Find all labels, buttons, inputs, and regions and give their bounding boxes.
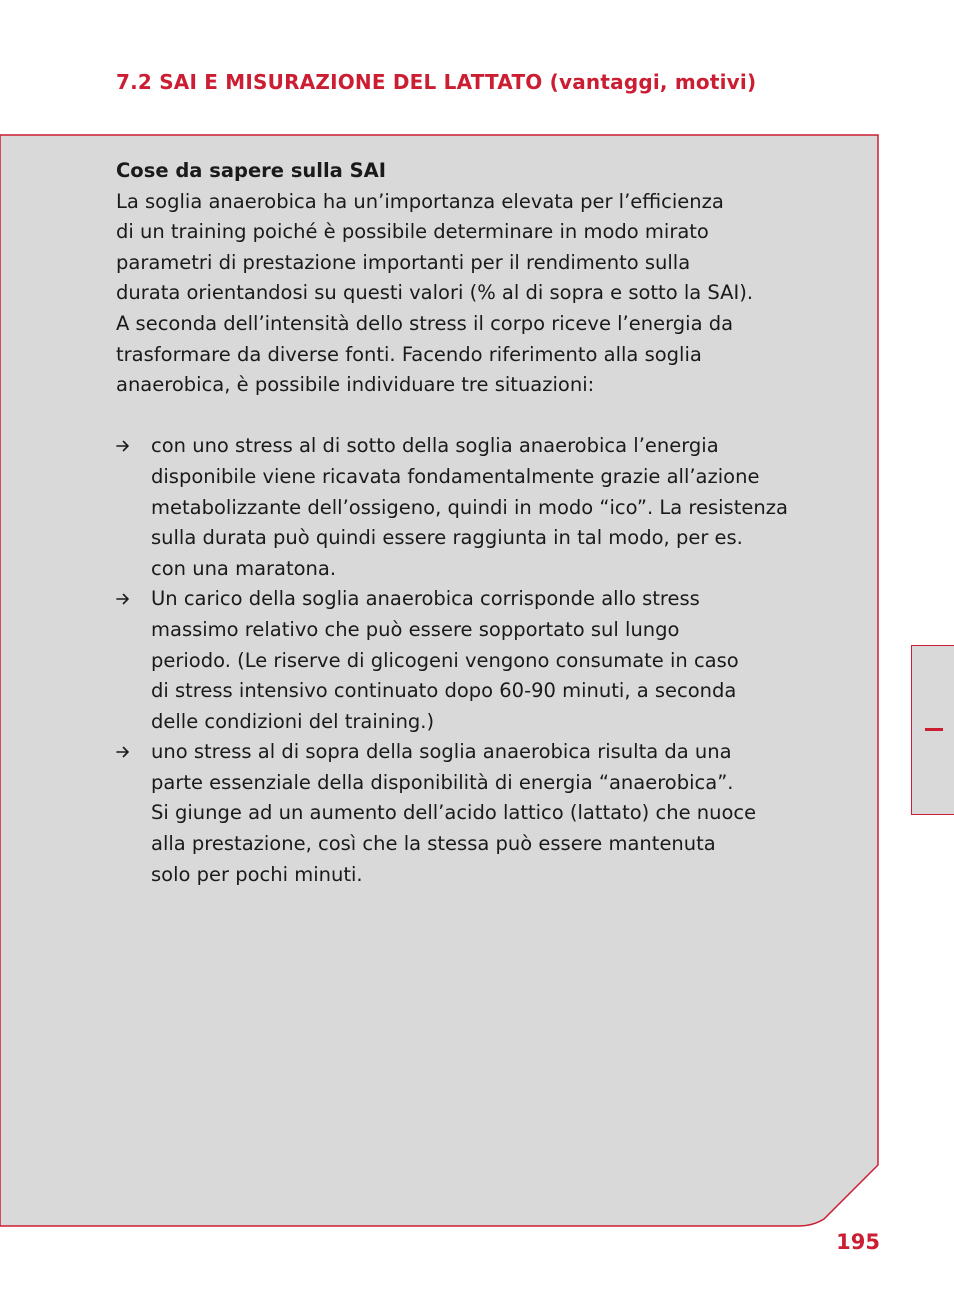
spacer [116,401,836,432]
paragraph-line: durata orientandosi su questi valori (% al di sopra e sotto la SAI). [116,281,754,305]
paragraph-line: trasformare da diverse fonti. Facendo riferimento alla soglia [116,342,702,366]
intro-paragraph [116,187,836,401]
bullet-line: disponibile viene ricavata fondamentalmente grazie all’azione [151,464,760,488]
bullet-line: solo per pochi minuti. [151,862,363,886]
content-body [116,156,836,890]
section-title [116,70,756,94]
bullet-item [116,584,836,737]
paragraph-line: anaerobica, è possibile individuare tre situazioni: [116,373,595,397]
section-title-subtitle: (vantaggi, motivi) [549,70,757,94]
paragraph-line: parametri di prestazione importanti per il rendimento sulla [116,250,691,274]
bullet-item [116,431,836,584]
page-number: 195 [836,1230,880,1254]
bullet-line: delle condizioni del training.) [151,709,435,733]
paragraph-line: di un training poiché è possibile determinare in modo mirato [116,220,709,244]
bullet-list [116,431,836,890]
bullet-line: uno stress al di sopra della soglia anaerobica risulta da una [151,740,732,764]
chapter-tab-marker [925,728,943,731]
bullet-line: sulla durata può quindi essere raggiunta in tal modo, per es. [151,526,743,550]
paragraph-line: A seconda dell’intensità dello stress il corpo riceve l’energia da [116,311,734,335]
arrow-right-icon [116,737,136,767]
paragraph-line: La soglia anaerobica ha un’importanza elevata per l’efficienza [116,189,724,213]
section-title-main: 7.2 SAI E MISURAZIONE DEL LATTATO [116,70,543,94]
content-heading: Cose da sapere sulla SAI [116,159,387,182]
bullet-line: massimo relativo che può essere sopportato sul lungo [151,617,680,641]
bullet-line: di stress intensivo continuato dopo 60-90 minuti, a seconda [151,679,737,703]
chapter-side-tab [911,645,954,815]
bullet-line: metabolizzante dell’ossigeno, quindi in modo “ico”. La resistenza [151,495,788,519]
bullet-line: alla prestazione, così che la stessa può essere mantenuta [151,832,716,856]
arrow-right-icon [116,584,136,614]
bullet-line: parte essenziale della disponibilità di energia “anaerobica”. [151,770,734,794]
bullet-line: con uno stress al di sotto della soglia anaerobica l’energia [151,434,719,458]
bullet-line: Un carico della soglia anaerobica corrisponde allo stress [151,587,700,611]
arrow-right-icon [116,431,136,461]
bullet-line: Si giunge ad un aumento dell’acido lattico (lattato) che nuoce [151,801,757,825]
bullet-item [116,737,836,890]
bullet-line: periodo. (Le riserve di glicogeni vengono consumate in caso [151,648,739,672]
bullet-line: con una maratona. [151,556,337,580]
